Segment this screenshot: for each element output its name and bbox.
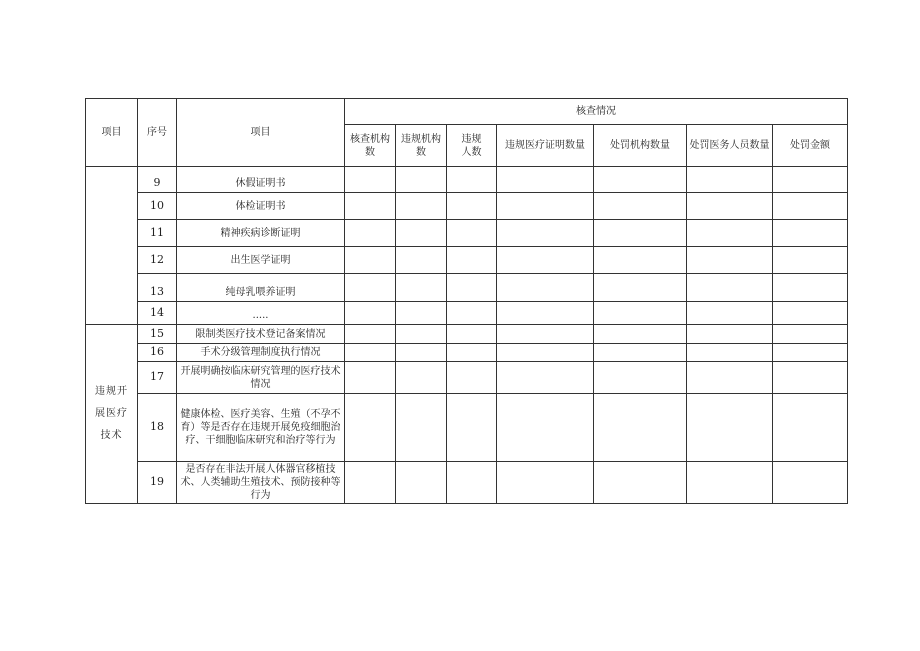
header-violating-persons: 违规人数: [447, 125, 497, 167]
row-item: 出生医学证明: [177, 247, 345, 274]
row-item: 健康体检、医疗美容、生殖（不孕不育）等是否存在违规开展免疫细胞治疗、干细胞临床研究和治疗等行为: [177, 394, 345, 462]
header-penalty-amount: 处罚金额: [773, 125, 848, 167]
row-item: .....: [177, 302, 345, 325]
row-item: 限制类医疗技术登记备案情况: [177, 325, 345, 344]
row-item: 休假证明书: [177, 167, 345, 193]
row-no: 17: [138, 362, 177, 394]
row-no: 9: [138, 167, 177, 193]
row-no: 12: [138, 247, 177, 274]
section2-category: 违规开展医疗技术: [86, 325, 138, 504]
row-item: 精神疾病诊断证明: [177, 220, 345, 247]
header-penalized-institutions: 处罚机构数量: [594, 125, 687, 167]
row-no: 11: [138, 220, 177, 247]
header-project-category: 项目: [86, 99, 138, 167]
row-item: 开展明确按临床研究管理的医疗技术情况: [177, 362, 345, 394]
header-inspected-institutions: 核查机构数: [345, 125, 396, 167]
header-inspection-status: 核查情况: [345, 99, 848, 125]
row-item: 是否存在非法开展人体器官移植技术、人类辅助生殖技术、预防接种等行为: [177, 462, 345, 504]
header-seq-no: 序号: [138, 99, 177, 167]
row-item: 手术分级管理制度执行情况: [177, 344, 345, 362]
section1-category: [86, 167, 138, 325]
row-item: 纯母乳喂养证明: [177, 274, 345, 302]
inspection-table: [85, 98, 848, 504]
row-no: 10: [138, 193, 177, 220]
row-no: 14: [138, 302, 177, 325]
row-no: 15: [138, 325, 177, 344]
header-project-item: 项目: [177, 99, 345, 167]
row-no: 16: [138, 344, 177, 362]
row-no: 19: [138, 462, 177, 504]
row-no: 18: [138, 394, 177, 462]
header-violating-institutions: 违规机构数: [396, 125, 447, 167]
row-item: 体检证明书: [177, 193, 345, 220]
header-violating-certificates: 违规医疗证明数量: [497, 125, 594, 167]
header-penalized-staff: 处罚医务人员数量: [687, 125, 773, 167]
row-no: 13: [138, 274, 177, 302]
